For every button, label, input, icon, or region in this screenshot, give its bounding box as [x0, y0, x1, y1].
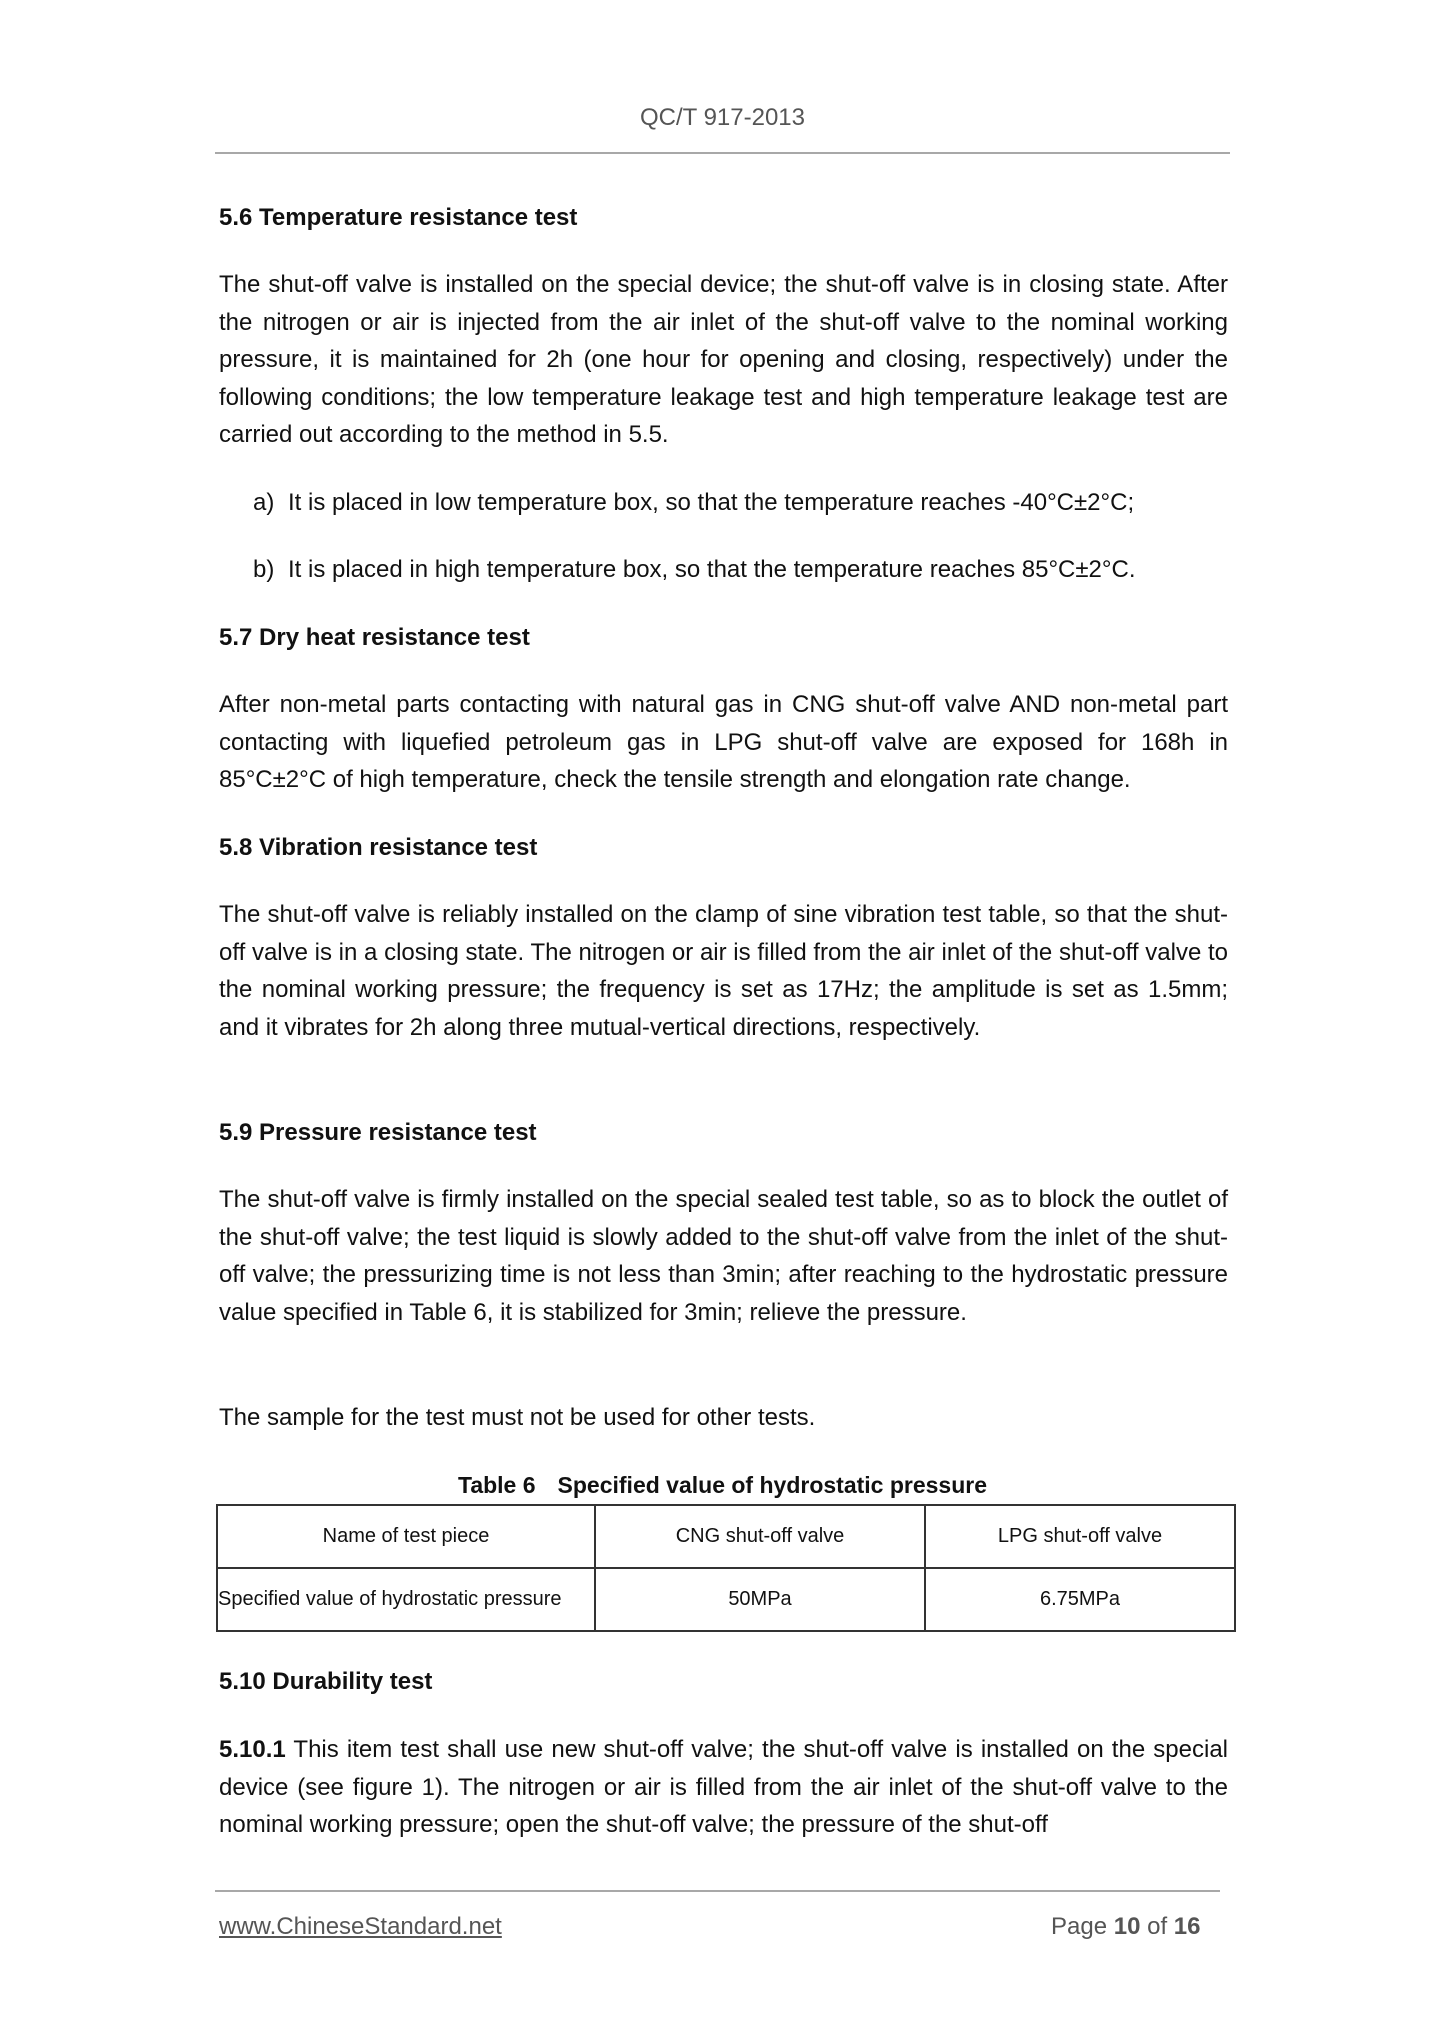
- section-5-6-heading: 5.6 Temperature resistance test: [219, 204, 578, 231]
- table-caption-title: Specified value of hydrostatic pressure: [557, 1472, 988, 1498]
- list-item-b: [253, 555, 1136, 585]
- list-item-text: It is placed in high temperature box, so that the temperature reaches 85°C±2°C.: [288, 556, 1136, 583]
- table-header-row: [217, 1505, 1235, 1568]
- table-caption-number: Table 6: [457, 1472, 536, 1498]
- page-indicator: [1051, 1912, 1201, 1942]
- website-link[interactable]: www.ChineseStandard.net: [219, 1913, 502, 1940]
- section-5-9-heading: 5.9 Pressure resistance test: [219, 1119, 537, 1146]
- current-page-number: 10: [1113, 1913, 1141, 1940]
- section-5-9-note: The sample for the test must not be used for other tests.: [219, 1404, 816, 1431]
- section-5-7-heading: 5.7 Dry heat resistance test: [219, 624, 530, 651]
- list-marker: a): [253, 489, 275, 516]
- table-6-caption: [0, 1471, 1445, 1499]
- document-header-id: QC/T 917-2013: [640, 104, 805, 131]
- section-5-9-body: The shut-off valve is firmly installed on the special sealed test table, so as to block the outlet of the shut-off valve; the test liquid is slowly added to the shut-off valve from the inlet of the shut-off valve; the pressurizing time is not less than 3min; after reaching to the hydrostatic pressure value specified in Table 6, it is stabilized for 3min; relieve the pressure.: [219, 1186, 1228, 1326]
- footer-divider: [215, 1890, 1220, 1892]
- table-header-cell: CNG shut-off valve: [595, 1505, 925, 1568]
- table-cell: 6.75MPa: [925, 1568, 1235, 1631]
- section-5-8-body: The shut-off valve is reliably installed on the clamp of sine vibration test table, so that the shut-off valve is in a closing state. The nitrogen or air is filled from the air inlet of the shut-off valve to the nominal working pressure; the frequency is set as 17Hz; the amplitude is set as 1.5mm; and it vibrates for 2h along three mutual-vertical directions, respectively.: [219, 901, 1228, 1041]
- page-label: Page: [1051, 1913, 1108, 1940]
- table-row: [217, 1568, 1235, 1631]
- subsection-number: 5.10.1: [219, 1736, 286, 1763]
- table-cell: Specified value of hydrostatic pressure: [217, 1568, 595, 1631]
- section-5-8-heading: 5.8 Vibration resistance test: [219, 834, 538, 861]
- table-header-cell: LPG shut-off valve: [925, 1505, 1235, 1568]
- of-label: of: [1147, 1913, 1168, 1940]
- subsection-text: This item test shall use new shut-off valve; the shut-off valve is installed on the special device (see figure 1). The nitrogen or air is filled from the air inlet of the shut-off valve to the nominal working pressure; open the shut-off valve; the pressure of the shut-off: [219, 1736, 1228, 1839]
- section-5-6-body: The shut-off valve is installed on the special device; the shut-off valve is in closing state. After the nitrogen or air is injected from the air inlet of the shut-off valve to the nominal working pressure, it is maintained for 2h (one hour for opening and closing, respectively) under the following conditions; the low temperature leakage test and high temperature leakage test are carried out according to the method in 5.5.: [219, 271, 1228, 449]
- list-item-text: It is placed in low temperature box, so that the temperature reaches -40°C±2°C;: [288, 489, 1135, 516]
- section-5-10-1-body: [219, 1731, 1228, 1844]
- list-item-a: [253, 488, 1134, 518]
- table-header-cell: Name of test piece: [217, 1505, 595, 1568]
- section-5-10-heading: 5.10 Durability test: [219, 1668, 433, 1695]
- section-5-7-body: After non-metal parts contacting with natural gas in CNG shut-off valve AND non-metal part contacting with liquefied petroleum gas in LPG shut-off valve are exposed for 168h in 85°C±2°C of high temperature, check the tensile strength and elongation rate change.: [219, 691, 1228, 794]
- list-marker: b): [253, 556, 275, 583]
- header-divider: [215, 152, 1230, 154]
- table-cell: 50MPa: [595, 1568, 925, 1631]
- hydrostatic-pressure-table: [216, 1504, 1236, 1632]
- total-pages-number: 16: [1173, 1913, 1201, 1940]
